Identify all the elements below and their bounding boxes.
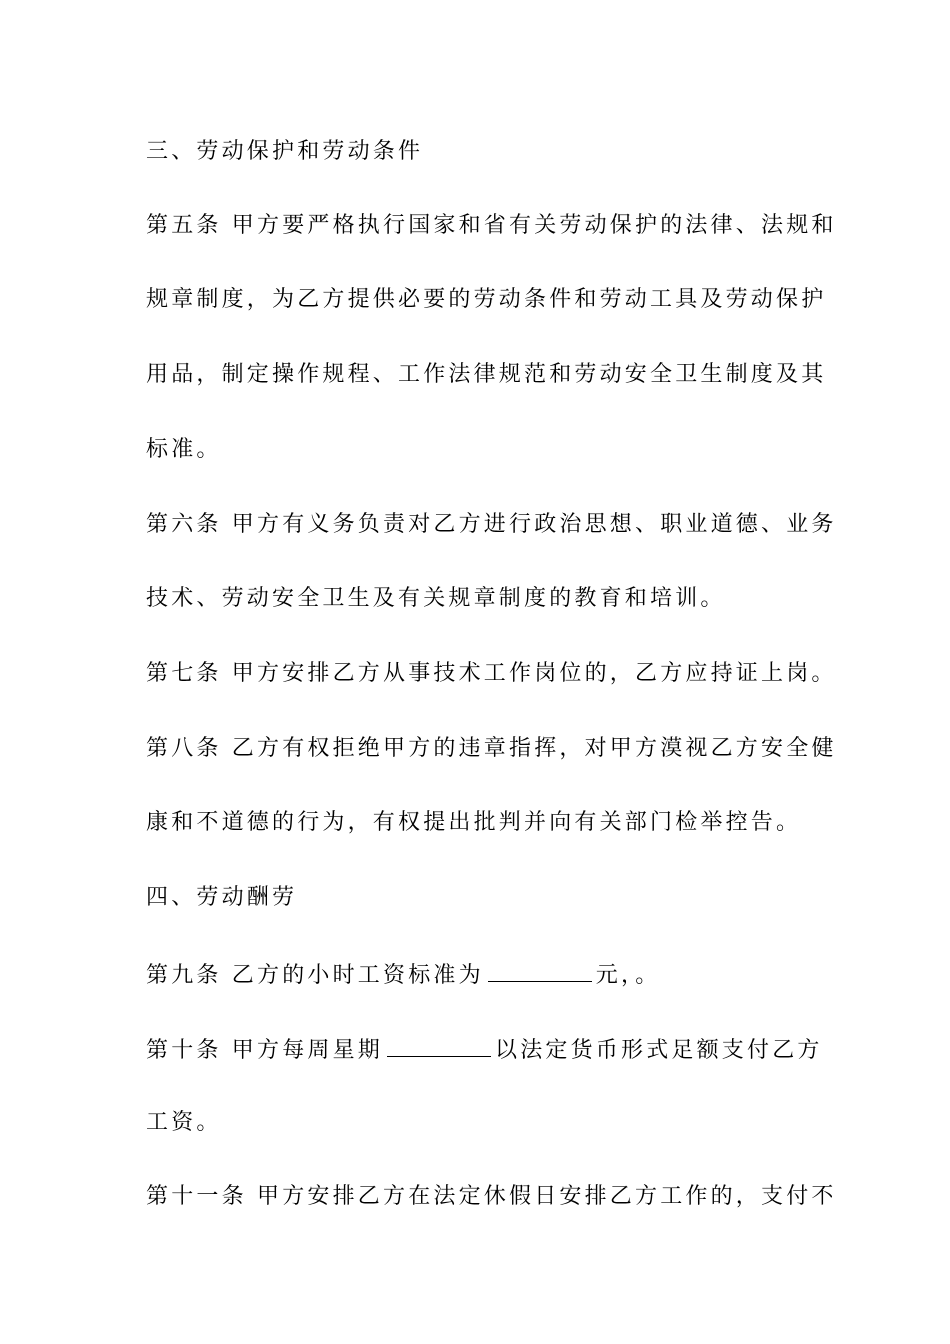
section-heading-labor-remuneration: 四、劳动酬劳 (146, 885, 298, 910)
article-8-line-2: 康和不道德的行为，有权提出批判并向有关部门检举控告。 (146, 810, 802, 835)
article-6-line-2: 技术、劳动安全卫生及有关规章制度的教育和培训。 (146, 586, 726, 611)
section-heading-labor-protection: 三、劳动保护和劳动条件 (146, 139, 424, 164)
article-9-text-after: 元，。 (595, 963, 661, 988)
article-9-line-1 (146, 959, 660, 990)
article-5-line-3: 用品，制定操作规程、工作法律规范和劳动安全卫生制度及其 (146, 362, 827, 387)
article-11-line-1: 第十一条 甲方安排乙方在法定休假日安排乙方工作的，支付不 (146, 1184, 837, 1209)
article-10-line-1 (146, 1034, 823, 1065)
article-6-line-1: 第六条 甲方有义务负责对乙方进行政治思想、职业道德、业务 (146, 512, 837, 537)
article-5-line-2: 规章制度，为乙方提供必要的劳动条件和劳动工具及劳动保护 (146, 287, 827, 312)
article-9-text-before: 第九条 乙方的小时工资标准为 (146, 963, 484, 988)
article-10-text-before: 第十条 甲方每周星期 (146, 1038, 383, 1063)
article-5-line-4: 标准。 (146, 437, 222, 462)
article-10-line-2: 工资。 (146, 1110, 222, 1135)
article-10-text-after: 以法定货币形式足额支付乙方 (495, 1038, 823, 1063)
article-5-line-1: 第五条 甲方要严格执行国家和省有关劳动保护的法律、法规和 (146, 213, 837, 238)
article-7-line-1: 第七条 甲方安排乙方从事技术工作岗位的，乙方应持证上岗。 (146, 661, 837, 686)
payday-weekday-blank[interactable] (387, 1034, 491, 1057)
article-8-line-1: 第八条 乙方有权拒绝甲方的违章指挥，对甲方漠视乙方安全健 (146, 736, 837, 761)
hourly-wage-blank[interactable] (488, 959, 592, 982)
